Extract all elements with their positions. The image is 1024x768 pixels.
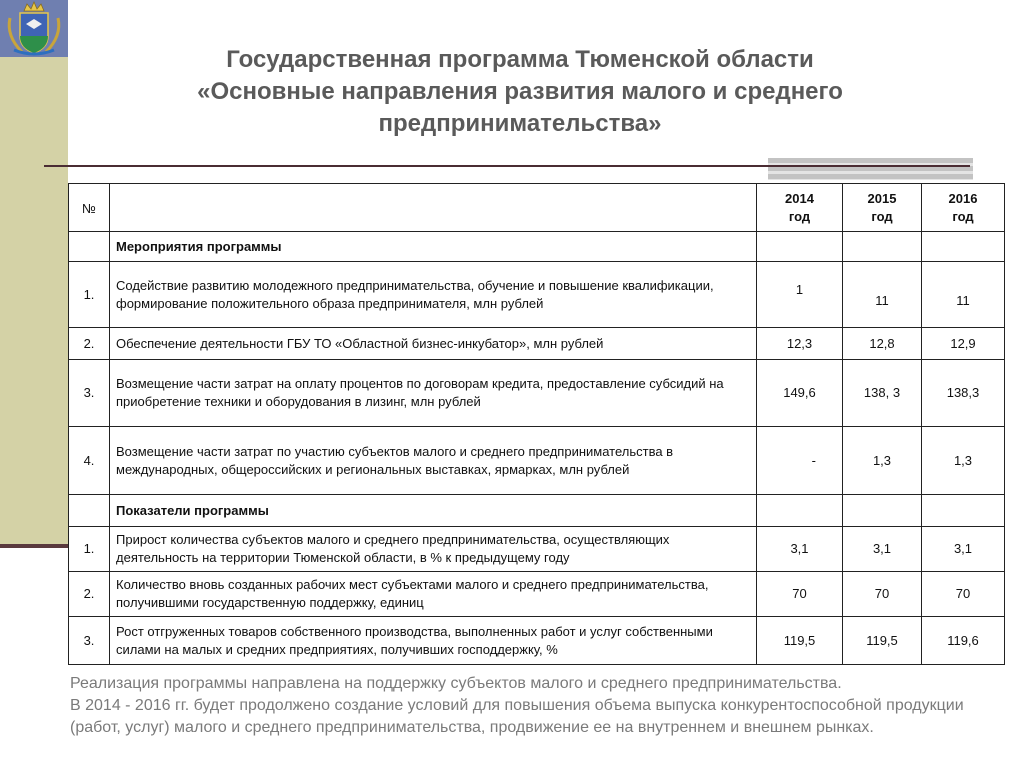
row-number: 1. [69, 527, 110, 572]
number-column-header: № [69, 184, 110, 232]
year-label: год [952, 208, 974, 224]
side-divider [0, 544, 68, 548]
row-number: 1. [69, 262, 110, 328]
year-header-2014 [757, 184, 843, 232]
empty-cell [922, 232, 1005, 262]
value-2014: - [757, 427, 843, 495]
value-2016: 3,1 [922, 527, 1005, 572]
year-label: год [788, 208, 811, 224]
year-label: год [871, 208, 893, 224]
value-2014: 119,5 [757, 617, 843, 665]
value-2014: 149,6 [757, 360, 843, 427]
footer-line-1: Реализация программы направлена на поддержку субъектов малого и среднего предпринимательства. [70, 675, 842, 692]
year-header-2015 [843, 184, 922, 232]
empty-cell [922, 495, 1005, 527]
section-row-indicators [69, 495, 1005, 527]
table-row [69, 427, 1005, 495]
section-title-indicators: Показатели программы [110, 495, 757, 527]
table-row [69, 572, 1005, 617]
page-title [90, 44, 950, 140]
table-row [69, 617, 1005, 665]
title-line-3: предпринимательства» [378, 110, 662, 137]
table-row [69, 328, 1005, 360]
value-2015: 3,1 [843, 527, 922, 572]
value-2014: 1 [757, 262, 843, 328]
table-header-row [69, 184, 1005, 232]
value-2016: 70 [922, 572, 1005, 617]
value-2016: 119,6 [922, 617, 1005, 665]
row-number: 3. [69, 617, 110, 665]
program-table [68, 183, 1005, 665]
title-rule [44, 165, 970, 167]
row-number: 4. [69, 427, 110, 495]
title-line-2: «Основные направления развития малого и среднего [197, 78, 843, 105]
value-2015: 12,8 [843, 328, 922, 360]
year-value: 2014 [785, 190, 814, 206]
value-2016: 1,3 [922, 427, 1005, 495]
title-line-1: Государственная программа Тюменской области [226, 46, 814, 73]
table-row [69, 527, 1005, 572]
value-2015: 11 [843, 262, 922, 328]
empty-cell [843, 232, 922, 262]
description-column-header [110, 184, 757, 232]
value-2016: 138,3 [922, 360, 1005, 427]
row-description: Возмещение части затрат на оплату процентов по договорам кредита, предоставление субсидий на приобретение техники и оборудования в лизинг, млн рублей [110, 360, 757, 427]
coat-of-arms-icon [0, 0, 68, 57]
table-row [69, 360, 1005, 427]
footer-line-2: В 2014 - 2016 гг. будет продолжено создание условий для повышения объема выпуска конкурентоспособной продукции (работ, услуг) малого и среднего предпринимательства, продвижение ее на внутреннем и внешнем рынках. [70, 697, 964, 736]
value-2014: 70 [757, 572, 843, 617]
empty-cell [843, 495, 922, 527]
value-2014: 12,3 [757, 328, 843, 360]
year-value: 2015 [867, 190, 897, 206]
row-description: Прирост количества субъектов малого и среднего предпринимательства, осуществляющих деятельность на территории Тюменской области, в % к предыдущему году [110, 527, 757, 572]
empty-cell [69, 495, 110, 527]
row-number: 2. [69, 328, 110, 360]
row-number: 2. [69, 572, 110, 617]
row-description: Возмещение части затрат по участию субъектов малого и среднего предпринимательства в международных, общероссийских и региональных выставках, ярмарках, млн рублей [110, 427, 757, 495]
empty-cell [69, 232, 110, 262]
empty-cell [757, 232, 843, 262]
table-row [69, 262, 1005, 328]
row-description: Содействие развитию молодежного предпринимательства, обучение и повышение квалификации, формирование положительного образа предпринимателя, млн рублей [110, 262, 757, 328]
footer-text [70, 673, 1015, 739]
value-2015: 70 [843, 572, 922, 617]
row-description: Рост отгруженных товаров собственного производства, выполненных работ и услуг собственными силами на малых и средних предприятиях, получивших господдержку, % [110, 617, 757, 665]
value-2015: 1,3 [843, 427, 922, 495]
section-title-activities: Мероприятия программы [110, 232, 757, 262]
section-row-activities [69, 232, 1005, 262]
year-header-2016 [922, 184, 1005, 232]
year-value: 2016 [948, 190, 978, 206]
value-2015: 138, 3 [843, 360, 922, 427]
row-description: Количество вновь созданных рабочих мест субъектами малого и среднего предпринимательства, получившими государственную поддержку, единиц [110, 572, 757, 617]
value-2014: 3,1 [757, 527, 843, 572]
value-2016: 12,9 [922, 328, 1005, 360]
title-accent-bar [768, 158, 973, 180]
row-description: Обеспечение деятельности ГБУ ТО «Областной бизнес-инкубатор», млн рублей [110, 328, 757, 360]
side-band [0, 0, 68, 545]
value-2015: 119,5 [843, 617, 922, 665]
row-number: 3. [69, 360, 110, 427]
empty-cell [757, 495, 843, 527]
value-2016: 11 [922, 262, 1005, 328]
